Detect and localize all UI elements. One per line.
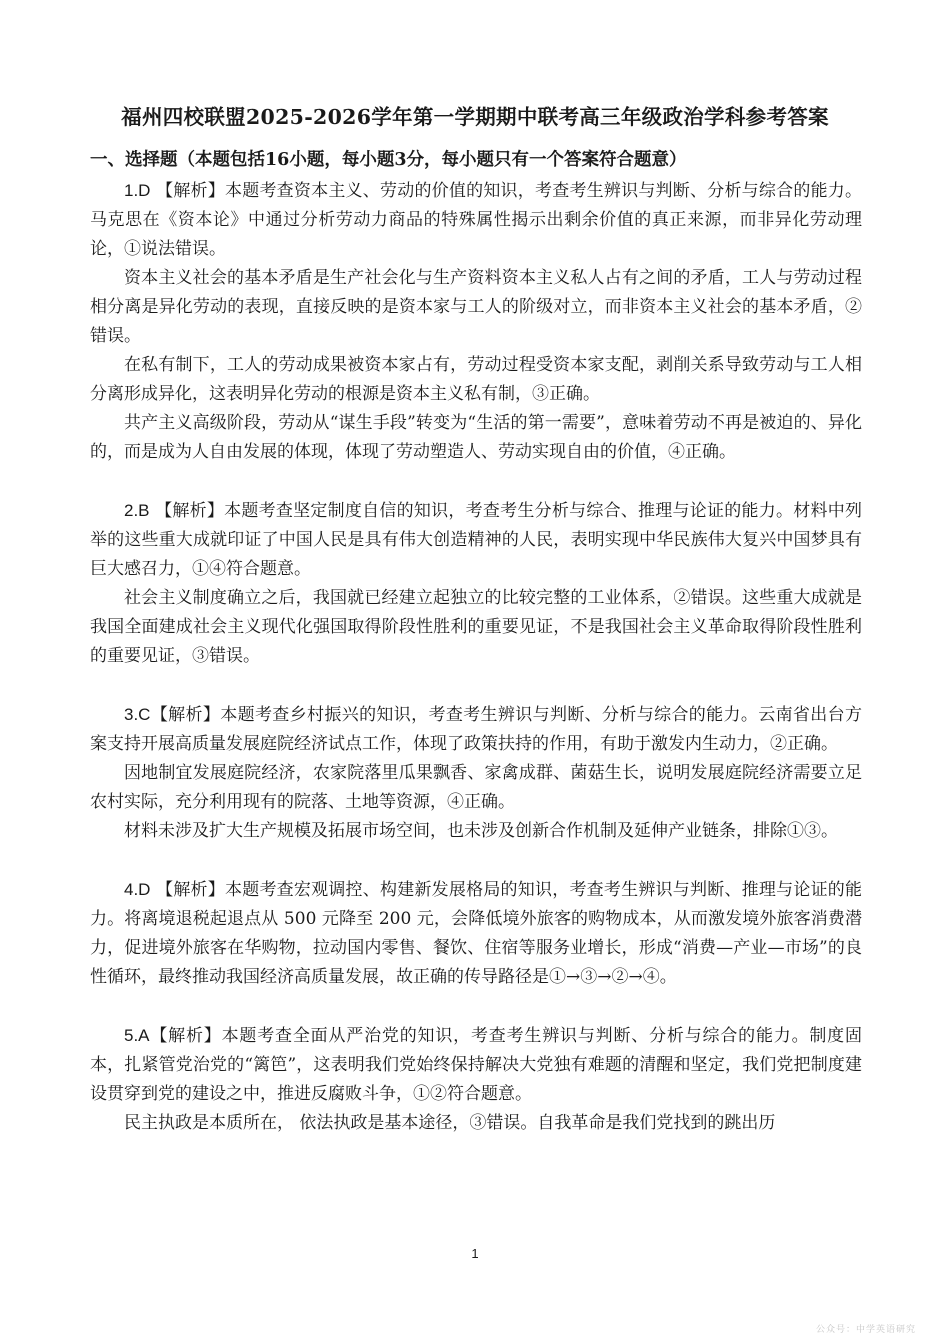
question-3 (90, 700, 862, 846)
question-2 (90, 496, 862, 671)
question-number: 4.D (124, 880, 151, 899)
question-number: 2.B (124, 501, 150, 520)
page-number: 1 (471, 1246, 479, 1261)
question-number: 5.A (124, 1026, 150, 1045)
question-paragraph: 材料未涉及扩大生产规模及拓展市场空间，也未涉及创新合作机制及延伸产业链条，排除①③。 (124, 821, 838, 841)
section-heading: 一、选择题（本题包括16小题，每小题3分，每小题只有一个答案符合题意） (90, 150, 687, 170)
question-4 (90, 875, 862, 992)
question-paragraph (90, 496, 862, 584)
question-paragraph: 共产主义高级阶段，劳动从“谋生手段”转变为“生活的第一需要”，意味着劳动不再是被迫的、异化的，而是成为人自由发展的体现，体现了劳动塑造人、劳动实现自由的价值，④正确。 (90, 413, 862, 462)
paragraph-text: 【解析】本题考查乡村振兴的知识，考查考生辨识与判断、分析与综合的能力。云南省出台方案支持开展高质量发展庭院经济试点工作，体现了政策扶持的作用，有助于激发内生动力，②正确。 (90, 705, 862, 754)
document-title: 福州四校联盟2025-2026学年第一学期期中联考高三年级政治学科参考答案 (121, 105, 829, 129)
watermark-text: 公众号：中学英语研究 (815, 1325, 916, 1335)
question-paragraph: 因地制宜发展庭院经济，农家院落里瓜果飘香、家禽成群、菌菇生长，说明发展庭院经济需要立足农村实际，充分利用现有的院落、土地等资源，④正确。 (90, 763, 862, 812)
paragraph-text: 【解析】本题考查坚定制度自信的知识，考查考生分析与综合、推理与论证的能力。材料中列举的这些重大成就印证了中国人民是具有伟大创造精神的人民，表明实现中华民族伟大复兴中国梦具有巨大感召力，①④符合题意。 (90, 501, 863, 579)
question-5 (90, 1021, 862, 1138)
question-paragraph: 社会主义制度确立之后，我国就已经建立起独立的比较完整的工业体系，②错误。这些重大成就是我国全面建成社会主义现代化强国取得阶段性胜利的重要见证，不是我国社会主义革命取得阶段性胜利的重要见证，③错误。 (90, 588, 862, 666)
paragraph-text: 【解析】本题考查全面从严治党的知识，考查考生辨识与判断、分析与综合的能力。制度固本，扎紧管党治党的“篱笆”，这表明我们党始终保持解决大党独有难题的清醒和坚定，我们党把制度建设贯穿到党的建设之中，推进反腐败斗争，①②符合题意。 (90, 1026, 862, 1104)
question-number: 3.C (124, 705, 151, 724)
question-paragraph (90, 1021, 862, 1109)
question-paragraph: 在私有制下，工人的劳动成果被资本家占有，劳动过程受资本家支配，剥削关系导致劳动与工人相分离形成异化，这表明异化劳动的根源是资本主义私有制，③正确。 (90, 355, 862, 404)
question-number: 1.D (124, 181, 151, 200)
question-1 (90, 176, 862, 467)
question-paragraph: 民主执政是本质所在， 依法执政是基本途径，③错误。自我革命是我们党找到的跳出历 (124, 1113, 776, 1133)
paragraph-text: 【解析】本题考查资本主义、劳动的价值的知识，考查考生辨识与判断、分析与综合的能力。马克思在《资本论》中通过分析劳动力商品的特殊属性揭示出剩余价值的真正来源，而非异化劳动理论，①说法错误。 (90, 181, 863, 259)
paragraph-text: 【解析】本题考查宏观调控、构建新发展格局的知识，考查考生辨识与判断、推理与论证的能力。将离境退税起退点从 500 元降至 200 元，会降低境外旅客的购物成本，从而激发境外旅客消费潜力，促进境外旅客在华购物，拉动国内零售、餐饮、住宿等服务业增长，形成“消费—产业—市场”的良性循环，最终推动我国经济高质量发展，故正确的传导路径是①→③→②→④。 (90, 880, 863, 987)
question-paragraph: 资本主义社会的基本矛盾是生产社会化与生产资料资本主义私人占有之间的矛盾，工人与劳动过程相分离是异化劳动的表现，直接反映的是资本家与工人的阶级对立，而非资本主义社会的基本矛盾，②错误。 (90, 268, 862, 346)
question-paragraph (90, 875, 862, 992)
answer-content (90, 176, 862, 1138)
question-paragraph (90, 700, 862, 759)
question-paragraph (90, 176, 862, 264)
